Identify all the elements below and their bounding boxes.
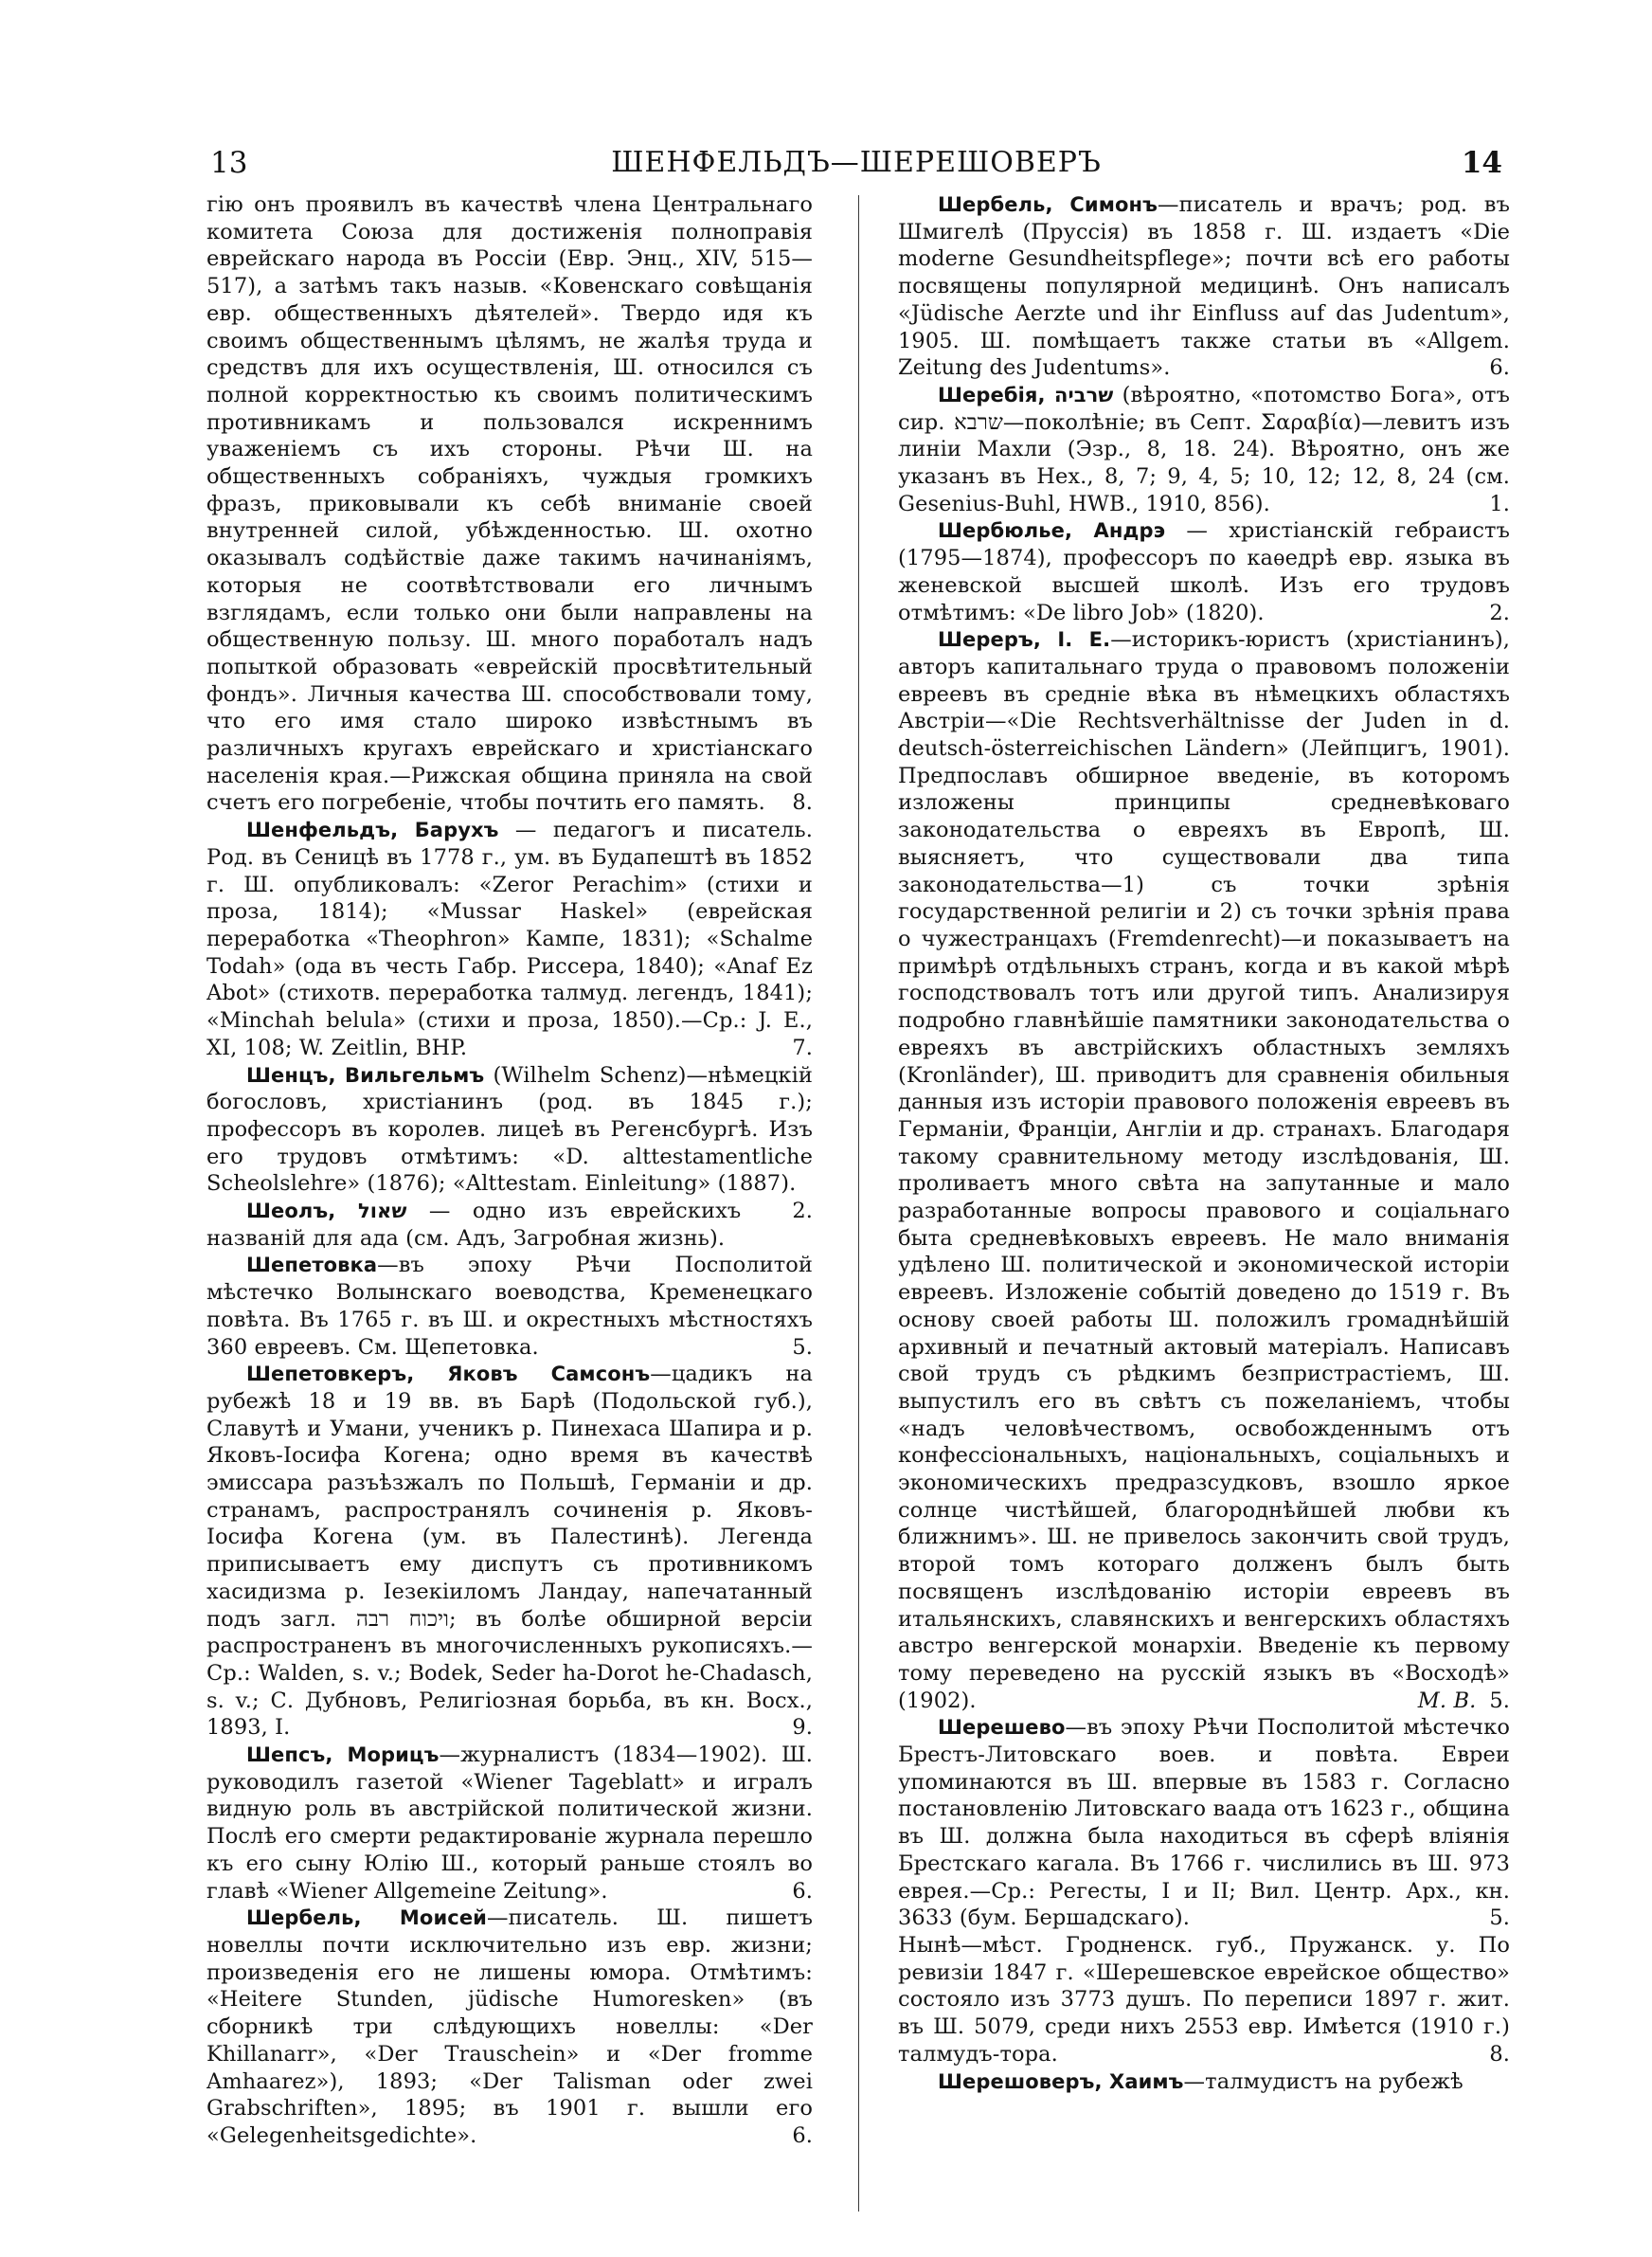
page-number-right: 14 [1461,146,1502,180]
entry-text: гію онъ проявилъ въ качествѣ члена Центральнаго комитета Союза для достиженія полноправія еврейскаго народа въ Россіи (Евр. Энц., XIV, 515—517), а затѣмъ такъ назыв. «Ковенскаго совѣщанія евр. общественныхъ дѣятелей». Твердо идя къ своимъ общественнымъ цѣлямъ, не жалѣя труда и средствъ для ихъ осуществленія, Ш. относился съ полной корректностью къ своимъ политическимъ противникамъ и пользовался искреннимъ уваженіемъ съ ихъ стороны. Рѣчи Ш. на общественныхъ собраніяхъ, чуждыя громкихъ фразъ, приковывали къ себѣ вниманіе своей внутренней силой, убѣжденностью. Ш. охотно оказывалъ содѣйствіе даже такимъ начинаніямъ, которыя не соотвѣтствовали его личнымъ взглядамъ, если только они были направлены на общественную пользу. Ш. много поработалъ надъ попыткой образовать «еврейскій просвѣтительный фондъ». Личныя качества Ш. способствовали тому, что его имя стало широко извѣстнымъ въ различныхъ кругахъ еврейскаго и христіанскаго населенія края.—Рижская община приняла на свой счетъ его погребеніе, чтобы почтить его память. [206,192,813,816]
article-entry [898,2068,1510,2096]
source-mark: 6. [792,1878,813,1904]
article-entry [206,1198,813,1252]
signature-text: М. В. [1417,1688,1477,1713]
source-mark: 7. [792,1035,813,1060]
article-entry [206,1252,813,1361]
article-entry [898,1932,1510,2068]
article-entry [898,191,1510,382]
article-entry [898,626,1510,1714]
entry-text: — одно изъ еврейскихъ названій для ада (см. Адъ, Загробная жизнь). [206,1199,742,1251]
entry-headword: Шенфельдъ, Барухъ [246,819,499,842]
entry-headword: Шепетовка [246,1254,378,1277]
entry-headword: Шепсъ, Морицъ [246,1743,440,1767]
source-mark: 5. [1489,1905,1510,1931]
entry-text: (Wilhelm Schenz)—нѣмецкій богословъ, христіанинъ (род. въ 1845 г.); профессоръ въ королев. лицеѣ въ Регенсбургѣ. Изъ его трудовъ отмѣтимъ: «D. alttestamentliche Scheolslehre» (1876); «Alttestam. Einleitung» (1887). [206,1062,813,1197]
entry-headword: Шербель, Симонъ [938,193,1158,216]
entry-text: —писатель и врачъ; род. въ Шмигелѣ (Пруссія) въ 1858 г. Ш. издаетъ «Die moderne Gesundheitspflege»; почти всѣ его работы посвящены популярной медицинѣ. Онъ написалъ «Jüdische Aerzte und ihr Einfluss auf das Judentum», 1905. Ш. помѣщаетъ также статьи въ «Allgem. Zeitung des Judentums». [898,192,1510,381]
running-title: ШЕНФЕЛЬДЪ—ШЕРЕШОВЕРЪ [611,146,1102,179]
source-mark: 5. [792,1334,813,1360]
source-mark: 2. [792,1199,813,1224]
author-signature [1378,1688,1510,1715]
entry-text: Нынѣ—мѣст. Гродненск. губ., Пружанск. у. По ревизіи 1847 г. «Шерешевское еврейское общество» состояло изъ 3773 душъ. По переписи 1897 г. жит. въ Ш. 5079, среди нихъ 2553 евр. Имѣется (1910 г.) талмудъ-тора. [898,1933,1510,2067]
right-column [898,191,1510,2219]
column-divider [858,195,859,2212]
entry-text: — педагогъ и писатель. Род. въ Сеницѣ въ 1778 г., ум. въ Будапештѣ въ 1852 г. Ш. опубликовалъ: «Zeror Peraсhim» (стихи и проза, 1814); «Mussar Haskel» (еврейская переработка «Theophron» Кампе, 1831); «Schalme Todah» (ода въ честь Габр. Риссера, 1840); «Anaf Ez Abot» (стихотв. переработка талмуд. легендъ, 1841); «Minchah belula» (стихи и проза, 1850).—Ср.: J. E., XI, 108; W. Zeitlin, BHP. [206,818,813,1060]
source-mark: 1. [1489,491,1510,516]
source-mark: 5. [1489,1688,1510,1713]
article-entry [898,382,1510,518]
source-mark: 8. [1489,2041,1510,2067]
entry-headword: Шерешоверъ, Хаимъ [938,2069,1184,2093]
article-entry [206,817,813,1061]
entry-headword: Шеолъ, שאול [246,1200,407,1223]
entry-text: —журналистъ (1834—1902). Ш. руководилъ газетой «Wiener Tageblatt» и игралъ видную роль въ австрійской политической жизни. Послѣ его смерти редактированіе журнала перешло къ его сыну Юлію Ш., который раньше стоялъ во главѣ «Wiener Allgemeine Zeitung». [206,1742,813,1904]
entry-headword: Шерешево [938,1716,1066,1740]
article-entry [206,1905,813,2149]
entry-text: —историкъ-юристъ (христіанинъ), авторъ капитальнаго труда о правовомъ положеніи евреевъ въ средніе вѣка въ нѣмецкихъ областяхъ Австріи—«Die Rechtsverhältnisse der Juden in d. deutsch-österreichischen Ländern» (Лейпцигъ, 1901). Предпославъ обширное введеніе, въ которомъ изложены принципы средневѣковаго законодательства о евреяхъ въ Европѣ, Ш. выясняетъ, что существовали два типа законодательства—1) съ точки зрѣнія государственной религіи и 2) съ точки зрѣнія права о чужестранцахъ (Fremdenrecht)—и показываетъ на примѣрѣ отдѣльныхъ странъ, когда и въ какой мѣрѣ господствовалъ тотъ или другой типъ. Анализируя подробно главнѣйшіе памятники законодательства о евреяхъ въ австрійскихъ областныхъ земляхъ (Kronländer), Ш. приводитъ для сравненія обильныя данныя изъ исторіи правового положенія евреевъ въ Германіи, Франціи, Англіи и др. странахъ. Благодаря такому сравнительному методу изслѣдованія, Ш. проливаетъ много свѣта на запутанные и мало разработанные вопросы правового и соціальнаго быта средневѣковыхъ евреевъ. Не мало вниманія удѣлено Ш. политической и экономической исторіи евреевъ. Изложеніе событій доведено до 1519 г. Въ основу своей работы Ш. положилъ громаднѣйшій архивный и печатный актовый матеріалъ. Написавъ свой трудъ съ рѣдкимъ безпристрастіемъ, Ш. выпустилъ его въ свѣтъ съ пожеланіемъ, чтобы «надъ человѣчествомъ, освобожденнымъ отъ конфессіональныхъ, національныхъ, соціальныхъ и экономическихъ предразсудковъ, взошло яркое солнце чистѣйшей, благороднѣйшей любви къ ближнимъ». Ш. не привелось закончить свой трудъ, второй томъ котораго долженъ былъ быть посвященъ изслѣдованію исторіи евреевъ въ итальянскихъ, славянскихъ и венгерскихъ областяхъ австро венгерской монархіи. Введеніе къ первому тому переведено на русскій языкъ въ «Восходѣ» (1902). [898,627,1510,1713]
article-entry [206,191,813,817]
article-entry [898,517,1510,626]
entry-headword: Шереръ, І. Е. [938,628,1111,652]
article-entry [206,1361,813,1742]
article-entry [206,1742,813,1905]
entry-headword: Шепетовкеръ, Яковъ Самсонъ [246,1363,651,1386]
entry-text: —въ эпоху Рѣчи Посполитой мѣстечко Брестъ-Литовскаго воев. и повѣта. Евреи упоминаются въ Ш. впервые въ 1583 г. Согласно постановленію Литовскаго ваада отъ 1623 г., община въ Ш. должна была находиться въ сферѣ вліянія Брестскаго кагала. Въ 1766 г. числились въ Ш. 973 еврея.—Ср.: Регесты, I и II; Вил. Центр. Арх., кн. 3633 (бум. Бершадскаго). [898,1715,1510,1931]
entry-headword: Шеребія, שרביה [938,383,1114,406]
entry-headword: Шербюлье, Андрэ [938,519,1166,543]
left-column [206,191,813,2219]
entry-text: —цадикъ на рубежѣ 18 и 19 вв. въ Барѣ (Подольской губ.), Славутѣ и Умани, ученикъ р. Пинехаса Шапира и р. Яковъ-Іосифа Когена; одно время въ качествѣ эмиссара разъѣзжалъ по Польшѣ, Германіи и др. странамъ, распространялъ сочиненія р. Яковъ-Іосифа Когена (ум. въ Палестинѣ). Легенда приписываетъ ему диспутъ съ противникомъ хасидизма р. Іезекіиломъ Ландау, напечатанный подъ загл. ויכוח רבה; въ болѣе обширной версіи распространенъ въ многочисленныхъ рукописяхъ.—Ср.: Walden, s. v.; Bodek, Seder ha-Dorot he-Chadasch, s. v.; С. Дубновъ, Религіозная борьба, въ кн. Восх., 1893, I. [206,1362,813,1741]
source-mark: 6. [792,2122,813,2148]
source-mark: 8. [792,790,813,816]
page-header [210,144,1502,182]
article-entry [898,1714,1510,1932]
source-mark: 6. [1489,355,1510,381]
entry-text: —талмудистъ на рубежѣ [1183,2068,1463,2094]
entry-text: —писатель. Ш. пишетъ новеллы почти исключительно изъ евр. жизни; произведенія его не лишены юмора. Отмѣтимъ: «Heitere Stunden, jüdische Humoresken» (въ сборникѣ три слѣдующихъ новеллы: «Der Khillanarr», «Der Trauschein» и «Der fromme Amhaarez»), 1893; «Der Talisman oder zwei Grabschriften», 1895; въ 1901 г. вышли его «Gelegenheitsgedichte». [206,1905,813,2148]
entry-text: — христіанскій гебраистъ (1795—1874), профессоръ по каѳедрѣ евр. языка въ женевской высшей школѣ. Изъ его трудовъ отмѣтимъ: «De libro Job» (1820). [898,518,1510,625]
entry-headword: Шербель, Моисей [246,1906,487,1930]
source-mark: 9. [792,1715,813,1741]
page-number-left: 13 [210,146,248,180]
source-mark: 2. [1489,600,1510,625]
entry-text: —въ эпоху Рѣчи Посполитой мѣстечко Волынскаго воеводства, Кременецкаго повѣта. Въ 1765 г. въ Ш. и окрестныхъ мѣстностяхъ 360 евреевъ. См. Щепетовка. [206,1253,813,1360]
entry-headword: Шенцъ, Вильгельмъ [246,1063,485,1087]
entry-text: (вѣроятно, «потомство Бога», отъ сир. שרבא—поколѣніе; въ Септ. Σαραβία)—левитъ изъ линіи Махли (Эзр., 8, 18. 24). Вѣроятно, онъ же указанъ въ Нех., 8, 7; 9, 4, 5; 10, 12; 12, 8, 24 (см. Gesenius-Buhl, HWB., 1910, 856). [898,382,1510,516]
